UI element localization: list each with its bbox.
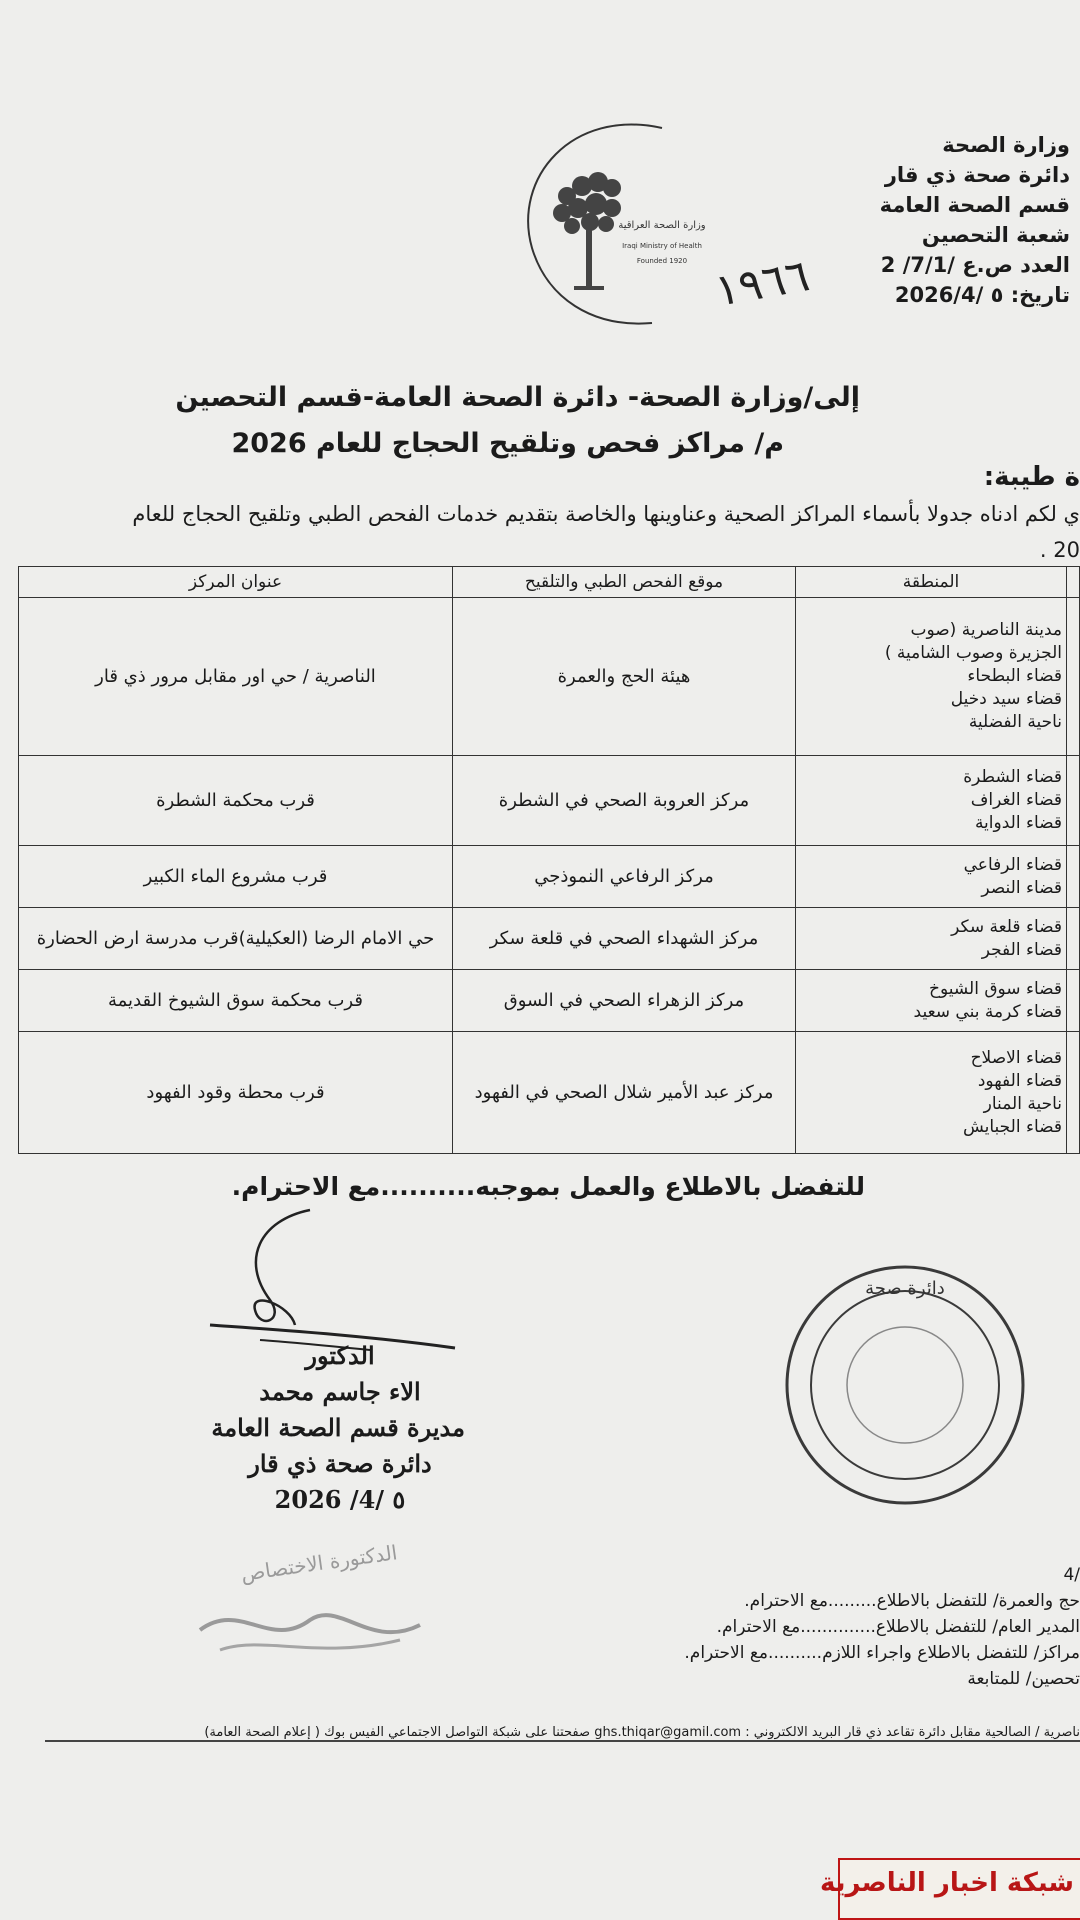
region-line: قضاء الشطرة [963,767,1062,787]
site-cell: مركز الرفاعي النموذجي [453,846,796,908]
row-index-cell [1067,846,1080,908]
footer-email: ghs.thiqar@gamil.com [594,1725,742,1740]
region-cell [796,846,1067,908]
carbon-copy-block [684,1562,1080,1692]
region-line: قضاء كرمة بني سعيد [913,1001,1062,1022]
region-line: قضاء قلعة سكر [951,916,1062,937]
directorate-name: دائرة صحة ذي قار [884,163,1070,187]
table-row [19,846,1080,908]
news-watermark [819,1858,1080,1920]
region-line: قضاء الدواية [974,813,1062,833]
personal-stamp-icon [170,1540,470,1670]
cc-line: المدير العام/ للتفضل بالاطلاع..............مع الاحترام. [716,1617,1080,1637]
cc-line: حج والعمرة/ للتفضل بالاطلاع.........مع الاحترام. [744,1591,1080,1611]
region-line: قضاء النصر [981,877,1062,898]
footer-social: صفحتنا على شبكة التواصل الاجتماعي الفيس بوك ( إعلام الصحة العامة) [204,1725,591,1740]
table-row [19,908,1080,970]
footer-address: ناصرية / الصالحية مقابل دائرة تقاعد ذي قار البريد الالكتروني : [745,1725,1080,1740]
address-cell: حي الامام الرضا (العكيلية)قرب مدرسة ارض الحضارة [19,908,453,970]
letter-subject: م/ مراكز فحص وتلقيح الحجاج للعام 2026 [231,428,784,459]
row-index-cell [1067,1032,1080,1154]
region-cell [796,1032,1067,1154]
ministry-name: وزارة الصحة [942,133,1070,157]
region-cell [796,598,1067,756]
intro-paragraph-line-1: ي لكم ادناه جدولا بأسماء المراكز الصحية وعناوينها والخاصة بتقديم خدمات الفحص الطبي وتلقيح الحجاج للعام [132,502,1080,526]
region-cell [796,756,1067,846]
address-cell: قرب محكمة الشطرة [19,756,453,846]
site-cell: مركز عبد الأمير شلال الصحي في الفهود [453,1032,796,1154]
region-column-header: المنطقة [796,567,1067,598]
site-cell: مركز العروبة الصحي في الشطرة [453,756,796,846]
table-row [19,598,1080,756]
svg-text:Founded 1920: Founded 1920 [636,257,688,265]
vaccination-centers-table [18,566,1080,1154]
region-line: مدينة الناصرية (صوب [910,620,1062,640]
signatory-date: ٥ /4/ 2026 [274,1485,406,1514]
address-cell: قرب محطة وقود الفهود [19,1032,453,1154]
closing-line: للتفضل بالاطلاع والعمل بموجبه..........مع الاحترام. [231,1172,865,1201]
row-index-cell [1067,598,1080,756]
address-cell: قرب محكمة سوق الشيوخ القديمة [19,970,453,1032]
region-line: قضاء سيد دخيل [950,689,1062,709]
letter-date: تاريخ: ٥ /2026/4 [894,283,1070,307]
row-index-cell [1067,756,1080,846]
signatory-title: الدكتور [305,1341,375,1370]
section-name: شعبة التحصين [921,223,1070,247]
cc-line: تحصين/ للمتابعة [967,1669,1080,1689]
signatory-position: مديرة قسم الصحة العامة [211,1413,465,1442]
index-header [1067,567,1080,598]
row-index-cell [1067,908,1080,970]
table-header-row [19,567,1080,598]
svg-text:Iraqi Ministry of Health: Iraqi Ministry of Health [622,242,702,250]
region-line: قضاء الفهود [977,1070,1062,1091]
intro-paragraph-line-2: 20 . [1039,538,1080,562]
region-line: قضاء الفجر [981,939,1062,960]
letter-addressee: إلى/وزارة الصحة- دائرة الصحة العامة-قسم التحصين [175,382,860,413]
table-row [19,756,1080,846]
region-line: ناحية المنار [983,1093,1062,1114]
svg-text:الدكتورة الاختصاص: الدكتورة الاختصاص [239,1540,399,1586]
region-line: الجزيرة وصوب الشامية ) [884,643,1062,663]
region-cell [796,970,1067,1032]
letter-footer [204,1724,1080,1742]
region-line: قضاء الرفاعي [963,854,1062,875]
watermark-text: شبكة اخبار الناصرية [819,1868,1074,1898]
region-line: قضاء الاصلاح [970,1047,1062,1068]
ministry-logo-icon [512,118,712,338]
address-cell: الناصرية / حي اور مقابل مرور ذي قار [19,598,453,756]
table-row [19,1032,1080,1154]
site-column-header: موقع الفحص الطبي والتلقيح [453,567,796,598]
ministry-header [840,130,1070,310]
department-name: قسم الصحة العامة [879,193,1070,217]
region-line: قضاء الغراف [970,790,1062,810]
region-cell [796,908,1067,970]
letter-greeting: ة طيبة: [983,462,1080,492]
row-index-cell [1067,970,1080,1032]
handwritten-reference: ١٩٦٦ [711,250,814,317]
svg-text:دائرة صحة: دائرة صحة [865,1278,945,1299]
region-line: قضاء الجبايش [962,1116,1062,1137]
region-line: قضاء سوق الشيوخ [928,978,1062,999]
reference-number: العدد ص.ع /7/1/ 2 [880,253,1070,277]
cc-lead: /4 [1063,1565,1080,1585]
table-row [19,970,1080,1032]
cc-line: مراكز/ للتفضل بالاطلاع واجراء اللازم..........مع الاحترام. [684,1643,1080,1663]
site-cell: مركز الشهداء الصحي في قلعة سكر [453,908,796,970]
signatory-directorate: دائرة صحة ذي قار [248,1449,432,1478]
site-cell: مركز الزهراء الصحي في السوق [453,970,796,1032]
region-line: قضاء البطحاء [967,666,1062,686]
region-line: ناحية الفضلية [968,712,1062,732]
signatory-name: الاء جاسم محمد [259,1377,421,1406]
address-column-header: عنوان المركز [19,567,453,598]
site-cell: هيئة الحج والعمرة [453,598,796,756]
signatory-block [211,1338,465,1518]
svg-text:وزارة الصحة العراقية: وزارة الصحة العراقية [618,220,706,231]
address-cell: قرب مشروع الماء الكبير [19,846,453,908]
official-seal-icon [770,1250,1040,1520]
